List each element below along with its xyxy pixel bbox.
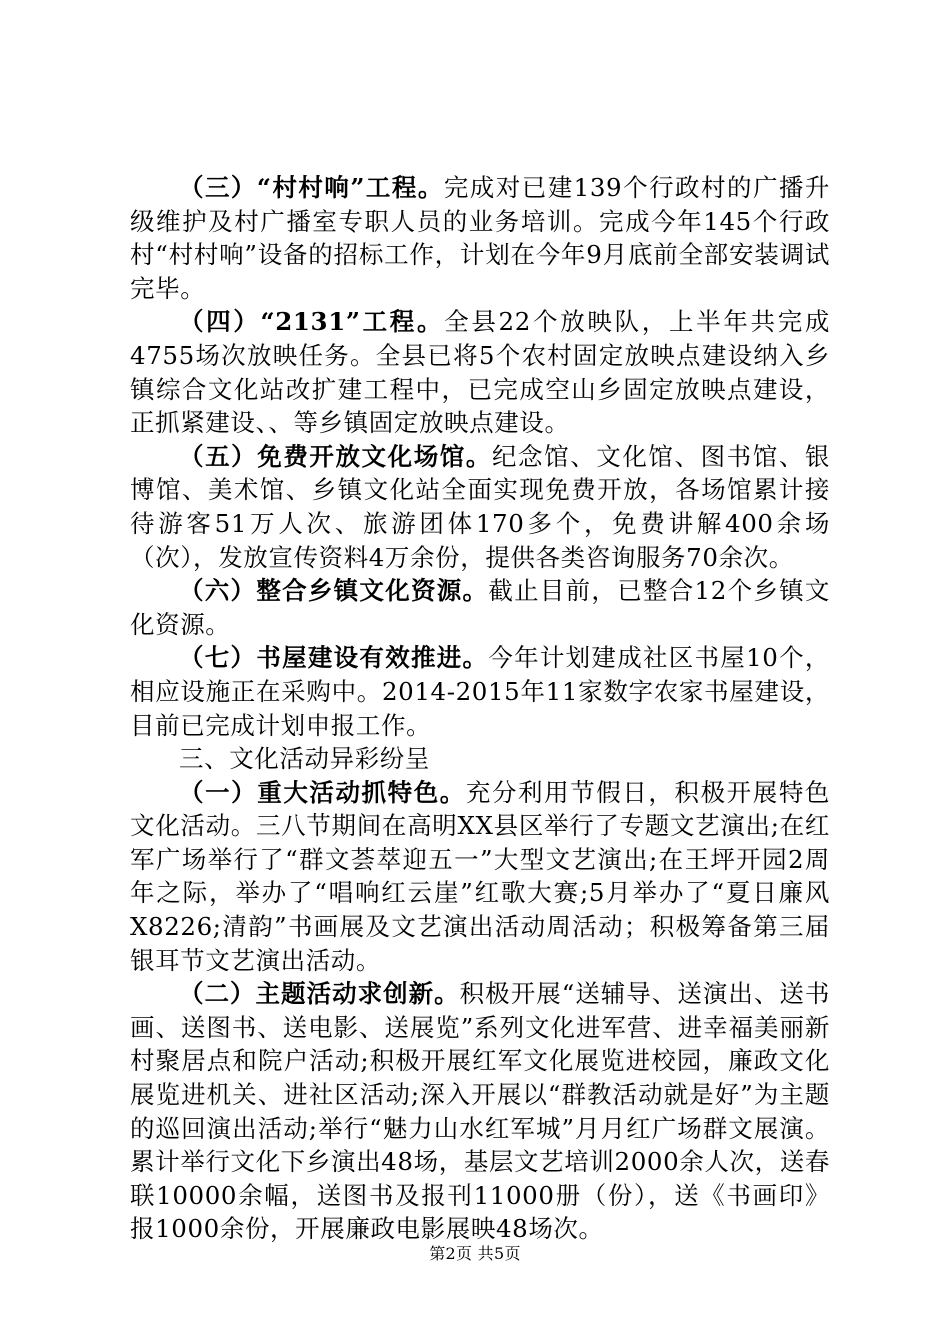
paragraph-lead: （五）免费开放文化场馆。 [179,441,492,471]
section-heading: 三、文化活动异彩纷呈 [179,744,430,774]
paragraph-free-venues [130,440,830,574]
paragraph-text: 截止目前，已整合12个乡镇文化资源。 [130,576,830,639]
paragraph-text: 今年计划建成社区书屋10个，相应设施正在采购中。2014-2015年11家数字农家书屋建设，目前已完成计划申报工作。 [130,643,830,740]
paragraph-theme-events [130,977,830,1246]
paragraph-text: 积极开展“送辅导、送演出、送书画、送图书、送电影、送展览”系列文化进军营、进幸福美丽新村聚居点和院户活动;积极开展红军文化展览进校园，廉政文化展览进机关、进社区活动;深入开展以“群教活动就是好”为主题的巡回演出活动;举行“魅力山水红军城”月月红广场群文展演。累计举行文化下乡演出48场，基层文艺培训2000余人次，送春联10000余幅，送图书及报刊11000册（份），送《书画印》报1000余份，开展廉政电影展映48场次。 [130,979,830,1244]
paragraph-lead: （二）主题活动求创新。 [179,979,460,1009]
page-footer: 第2页 共5页 [429,1244,521,1263]
paragraph-bookhouse [130,641,830,742]
paragraph-lead: （一）重大活动抓特色。 [179,777,466,807]
paragraph-township-resources [130,574,830,641]
document-body [130,171,830,1246]
paragraph-text: 完成对已建139个行政村的广播升级维护及村广播室专职人员的业务培训。完成今年145个行政村“村村响”设备的招标工作，计划在今年9月底前全部安装调试完毕。 [130,173,830,303]
paragraph-lead: （四）“2131”工程。 [179,307,445,337]
paragraph-text: 全县22个放映队，上半年共完成4755场次放映任务。全县已将5个农村固定放映点建设纳入乡镇综合文化站改扩建工程中，已完成空山乡固定放映点建设，正抓紧建设、、等乡镇固定放映点建设。 [130,307,830,438]
paragraph-text: 纪念馆、文化馆、图书馆、银博馆、美术馆、乡镇文化站全面实现免费开放，各场馆累计接待游客51万人次、旅游团体170多个，免费讲解400余场（次），发放宣传资料4万余份，提供各类咨询服务70余次。 [130,441,830,572]
paragraph-lead: （七）书屋建设有效推进。 [179,643,489,673]
paragraph-2131-project [130,305,830,439]
paragraph-major-events [130,776,830,978]
paragraph-text: 充分利用节假日，积极开展特色文化活动。三八节期间在高明XX县区举行了专题文艺演出;在红军广场举行了“群文荟萃迎五一”大型文艺演出;在王坪开园2周年之际，举办了“唱响红云崖”红歌大赛;5月举办了“夏日廉风X8226;清韵”书画展及文艺演出活动周活动；积极筹备第三届银耳节文艺演出活动。 [130,777,830,975]
paragraph-village-broadcast [130,171,830,305]
paragraph-lead: （三）“村村响”工程。 [179,173,444,202]
paragraph-lead: （六）整合乡镇文化资源。 [179,576,489,606]
